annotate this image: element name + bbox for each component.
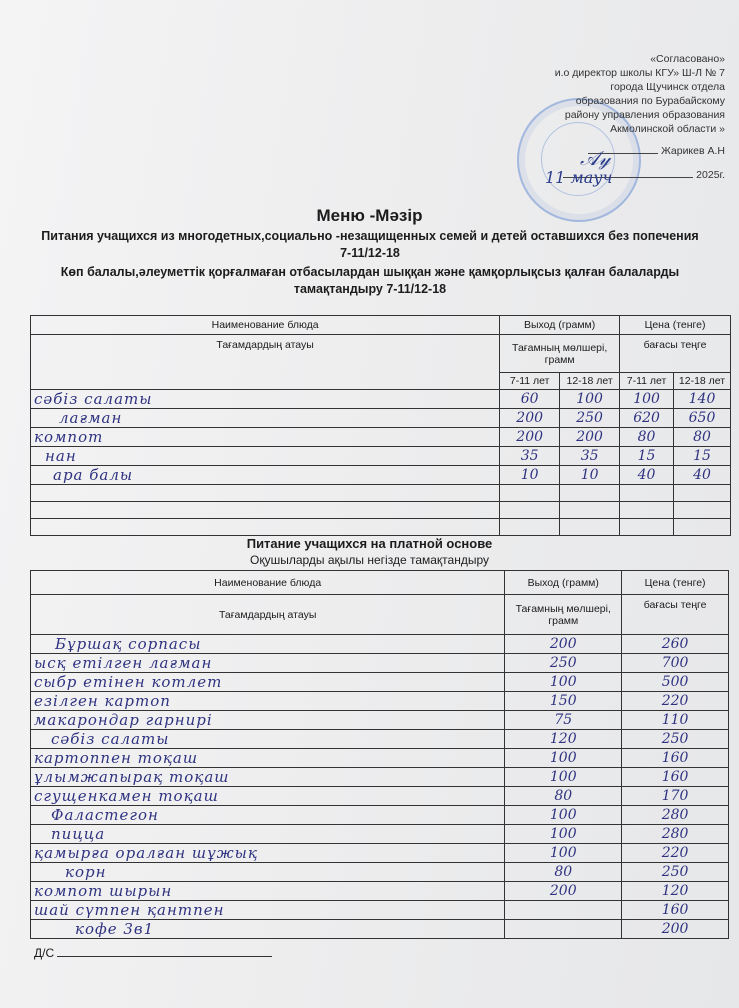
- table-row: [31, 863, 729, 882]
- section-title-kz: Оқушыларды ақылы негізде тамақтандыру: [249, 553, 489, 567]
- dish-name: сгущенкамен тоқаш: [31, 787, 505, 806]
- col-header-price-kz: бағасы теңге: [620, 335, 731, 373]
- approval-year: 2025г.: [696, 169, 725, 181]
- dish-name: корн: [31, 863, 505, 882]
- table-row: [31, 692, 729, 711]
- table-row-empty: [31, 502, 731, 519]
- output: 80: [505, 787, 622, 806]
- price: 250: [622, 730, 729, 749]
- price: 280: [622, 806, 729, 825]
- dish-name: кофе 3в1: [31, 920, 505, 939]
- price-12-18: 40: [674, 466, 731, 485]
- dish-name: компот шырын: [31, 882, 505, 901]
- age-header: 12-18 лет: [560, 373, 620, 390]
- dish-name: [31, 502, 500, 519]
- dish-name: езілген картоп: [31, 692, 505, 711]
- table-row: [31, 673, 729, 692]
- output: 200: [505, 882, 622, 901]
- table-row: [31, 390, 731, 409]
- ds-signature-line: [34, 946, 272, 960]
- price: 160: [622, 768, 729, 787]
- output-12-18: [560, 519, 620, 536]
- table-row: [31, 901, 729, 920]
- table-row: [31, 428, 731, 447]
- subtitle-ru: Питания учащихся из многодетных,социально -незащищенных семей и детей оставшихся без попечения 7-11/12-18: [41, 229, 699, 260]
- dish-name: сәбіз салаты: [31, 390, 500, 409]
- output: 75: [505, 711, 622, 730]
- price-7-11: [620, 485, 674, 502]
- output: 80: [505, 863, 622, 882]
- page-title: Меню -Мәзір: [316, 206, 423, 225]
- price: 170: [622, 787, 729, 806]
- price: 220: [622, 692, 729, 711]
- price-7-11: [620, 519, 674, 536]
- price: 220: [622, 844, 729, 863]
- output-7-11: [500, 519, 560, 536]
- dish-name: компот: [31, 428, 500, 447]
- col-header-output-ru: Выход (грамм): [505, 571, 622, 595]
- dish-name: ысқ етілген лағман: [31, 654, 505, 673]
- handwritten-date: 11 мауч: [545, 168, 613, 187]
- table-row: [31, 409, 731, 428]
- col-header-name-kz: Тағамдардың атауы: [31, 335, 500, 390]
- dish-name: сәбіз салаты: [31, 730, 505, 749]
- price: 500: [622, 673, 729, 692]
- output-7-11: [500, 485, 560, 502]
- output: 100: [505, 768, 622, 787]
- dish-name: ұлымжапырақ тоқаш: [31, 768, 505, 787]
- output-12-18: 100: [560, 390, 620, 409]
- price: 200: [622, 920, 729, 939]
- output: 100: [505, 825, 622, 844]
- section-title-ru: Питание учащихся на платной основе: [246, 536, 493, 551]
- price: 280: [622, 825, 729, 844]
- price-7-11: 40: [620, 466, 674, 485]
- price: 160: [622, 901, 729, 920]
- output-7-11: 200: [500, 428, 560, 447]
- output: [505, 920, 622, 939]
- price: 260: [622, 635, 729, 654]
- age-header: 12-18 лет: [674, 373, 731, 390]
- menu-table-paid: [30, 570, 729, 939]
- approval-line: и.о директор школы КГУ» Ш-Л № 7: [554, 67, 725, 79]
- output: [505, 901, 622, 920]
- output: 200: [505, 635, 622, 654]
- price-7-11: 620: [620, 409, 674, 428]
- col-header-output-kz: Тағамның мөлшері, грамм: [500, 335, 620, 373]
- output-12-18: [560, 502, 620, 519]
- dish-name: қамырға оралған шұжық: [31, 844, 505, 863]
- output: 100: [505, 806, 622, 825]
- col-header-output-ru: Выход (грамм): [500, 316, 620, 335]
- ds-label: Д/С: [34, 946, 55, 960]
- table-row: [31, 466, 731, 485]
- table-row-empty: [31, 519, 731, 536]
- table-row-empty: [31, 485, 731, 502]
- col-header-name-ru: Наименование блюда: [31, 316, 500, 335]
- dish-name: сыбр етінен котлет: [31, 673, 505, 692]
- price-7-11: 15: [620, 447, 674, 466]
- ds-blank: [57, 956, 272, 957]
- output-7-11: 10: [500, 466, 560, 485]
- price: 120: [622, 882, 729, 901]
- dish-name: макарондар гарнирі: [31, 711, 505, 730]
- col-header-price-ru: Цена (тенге): [620, 316, 731, 335]
- price: 700: [622, 654, 729, 673]
- price-12-18: 15: [674, 447, 731, 466]
- table-row: [31, 825, 729, 844]
- price-12-18: [674, 519, 731, 536]
- output: 100: [505, 749, 622, 768]
- dish-name: [31, 519, 500, 536]
- age-header: 7-11 лет: [500, 373, 560, 390]
- col-header-name-kz: Тағамдардың атауы: [31, 595, 505, 635]
- table-row: [31, 635, 729, 654]
- dish-name: пицца: [31, 825, 505, 844]
- output-12-18: 200: [560, 428, 620, 447]
- price-7-11: 80: [620, 428, 674, 447]
- price-7-11: [620, 502, 674, 519]
- dish-name: нан: [31, 447, 500, 466]
- price: 160: [622, 749, 729, 768]
- output-12-18: [560, 485, 620, 502]
- price-7-11: 100: [620, 390, 674, 409]
- col-header-price-kz: бағасы теңге: [622, 595, 729, 635]
- price-12-18: 140: [674, 390, 731, 409]
- output-7-11: 200: [500, 409, 560, 428]
- subtitle-kz: Көп балалы,әлеуметтік қорғалмаған отбасылардан шыққан және қамқорлықсыз қалған балаларды тамақтандыру 7-11/12-18: [60, 265, 680, 296]
- table-row: [31, 882, 729, 901]
- price-12-18: 650: [674, 409, 731, 428]
- output: 150: [505, 692, 622, 711]
- price-12-18: 80: [674, 428, 731, 447]
- table-row: [31, 806, 729, 825]
- handwritten-signature: 𝒜𝓎: [580, 146, 611, 170]
- output-12-18: 10: [560, 466, 620, 485]
- dish-name: Фаластегон: [31, 806, 505, 825]
- table-row: [31, 768, 729, 787]
- col-header-name-ru: Наименование блюда: [31, 571, 505, 595]
- col-header-price-ru: Цена (тенге): [622, 571, 729, 595]
- output-12-18: 250: [560, 409, 620, 428]
- approval-line: города Щучинск отдела: [610, 81, 725, 93]
- dish-name: шай сүтпен қантпен: [31, 901, 505, 920]
- price-12-18: [674, 502, 731, 519]
- approval-line: «Согласовано»: [650, 53, 725, 65]
- dish-name: лағман: [31, 409, 500, 428]
- table-row: [31, 844, 729, 863]
- output: 120: [505, 730, 622, 749]
- dish-name: картоппен тоқаш: [31, 749, 505, 768]
- dish-name: ара балы: [31, 466, 500, 485]
- output-7-11: [500, 502, 560, 519]
- price-12-18: [674, 485, 731, 502]
- table-row: [31, 787, 729, 806]
- signer-name: Жарикев А.Н: [661, 145, 725, 157]
- table-row: [31, 711, 729, 730]
- output-12-18: 35: [560, 447, 620, 466]
- dish-name: [31, 485, 500, 502]
- price: 110: [622, 711, 729, 730]
- output: 100: [505, 673, 622, 692]
- table-row: [31, 730, 729, 749]
- dish-name: Бұршақ сорпасы: [31, 635, 505, 654]
- age-header: 7-11 лет: [620, 373, 674, 390]
- menu-table-free: [30, 315, 731, 536]
- approval-line: Акмолинской области »: [610, 123, 725, 135]
- table-row: [31, 447, 731, 466]
- approval-line: району управления образования: [564, 109, 725, 121]
- price: 250: [622, 863, 729, 882]
- table-row: [31, 920, 729, 939]
- table-row: [31, 654, 729, 673]
- output-7-11: 35: [500, 447, 560, 466]
- output: 250: [505, 654, 622, 673]
- col-header-output-kz: Тағамның мөлшері, грамм: [505, 595, 622, 635]
- output-7-11: 60: [500, 390, 560, 409]
- output: 100: [505, 844, 622, 863]
- approval-line: образования по Бурабайскому: [575, 95, 725, 107]
- table-row: [31, 749, 729, 768]
